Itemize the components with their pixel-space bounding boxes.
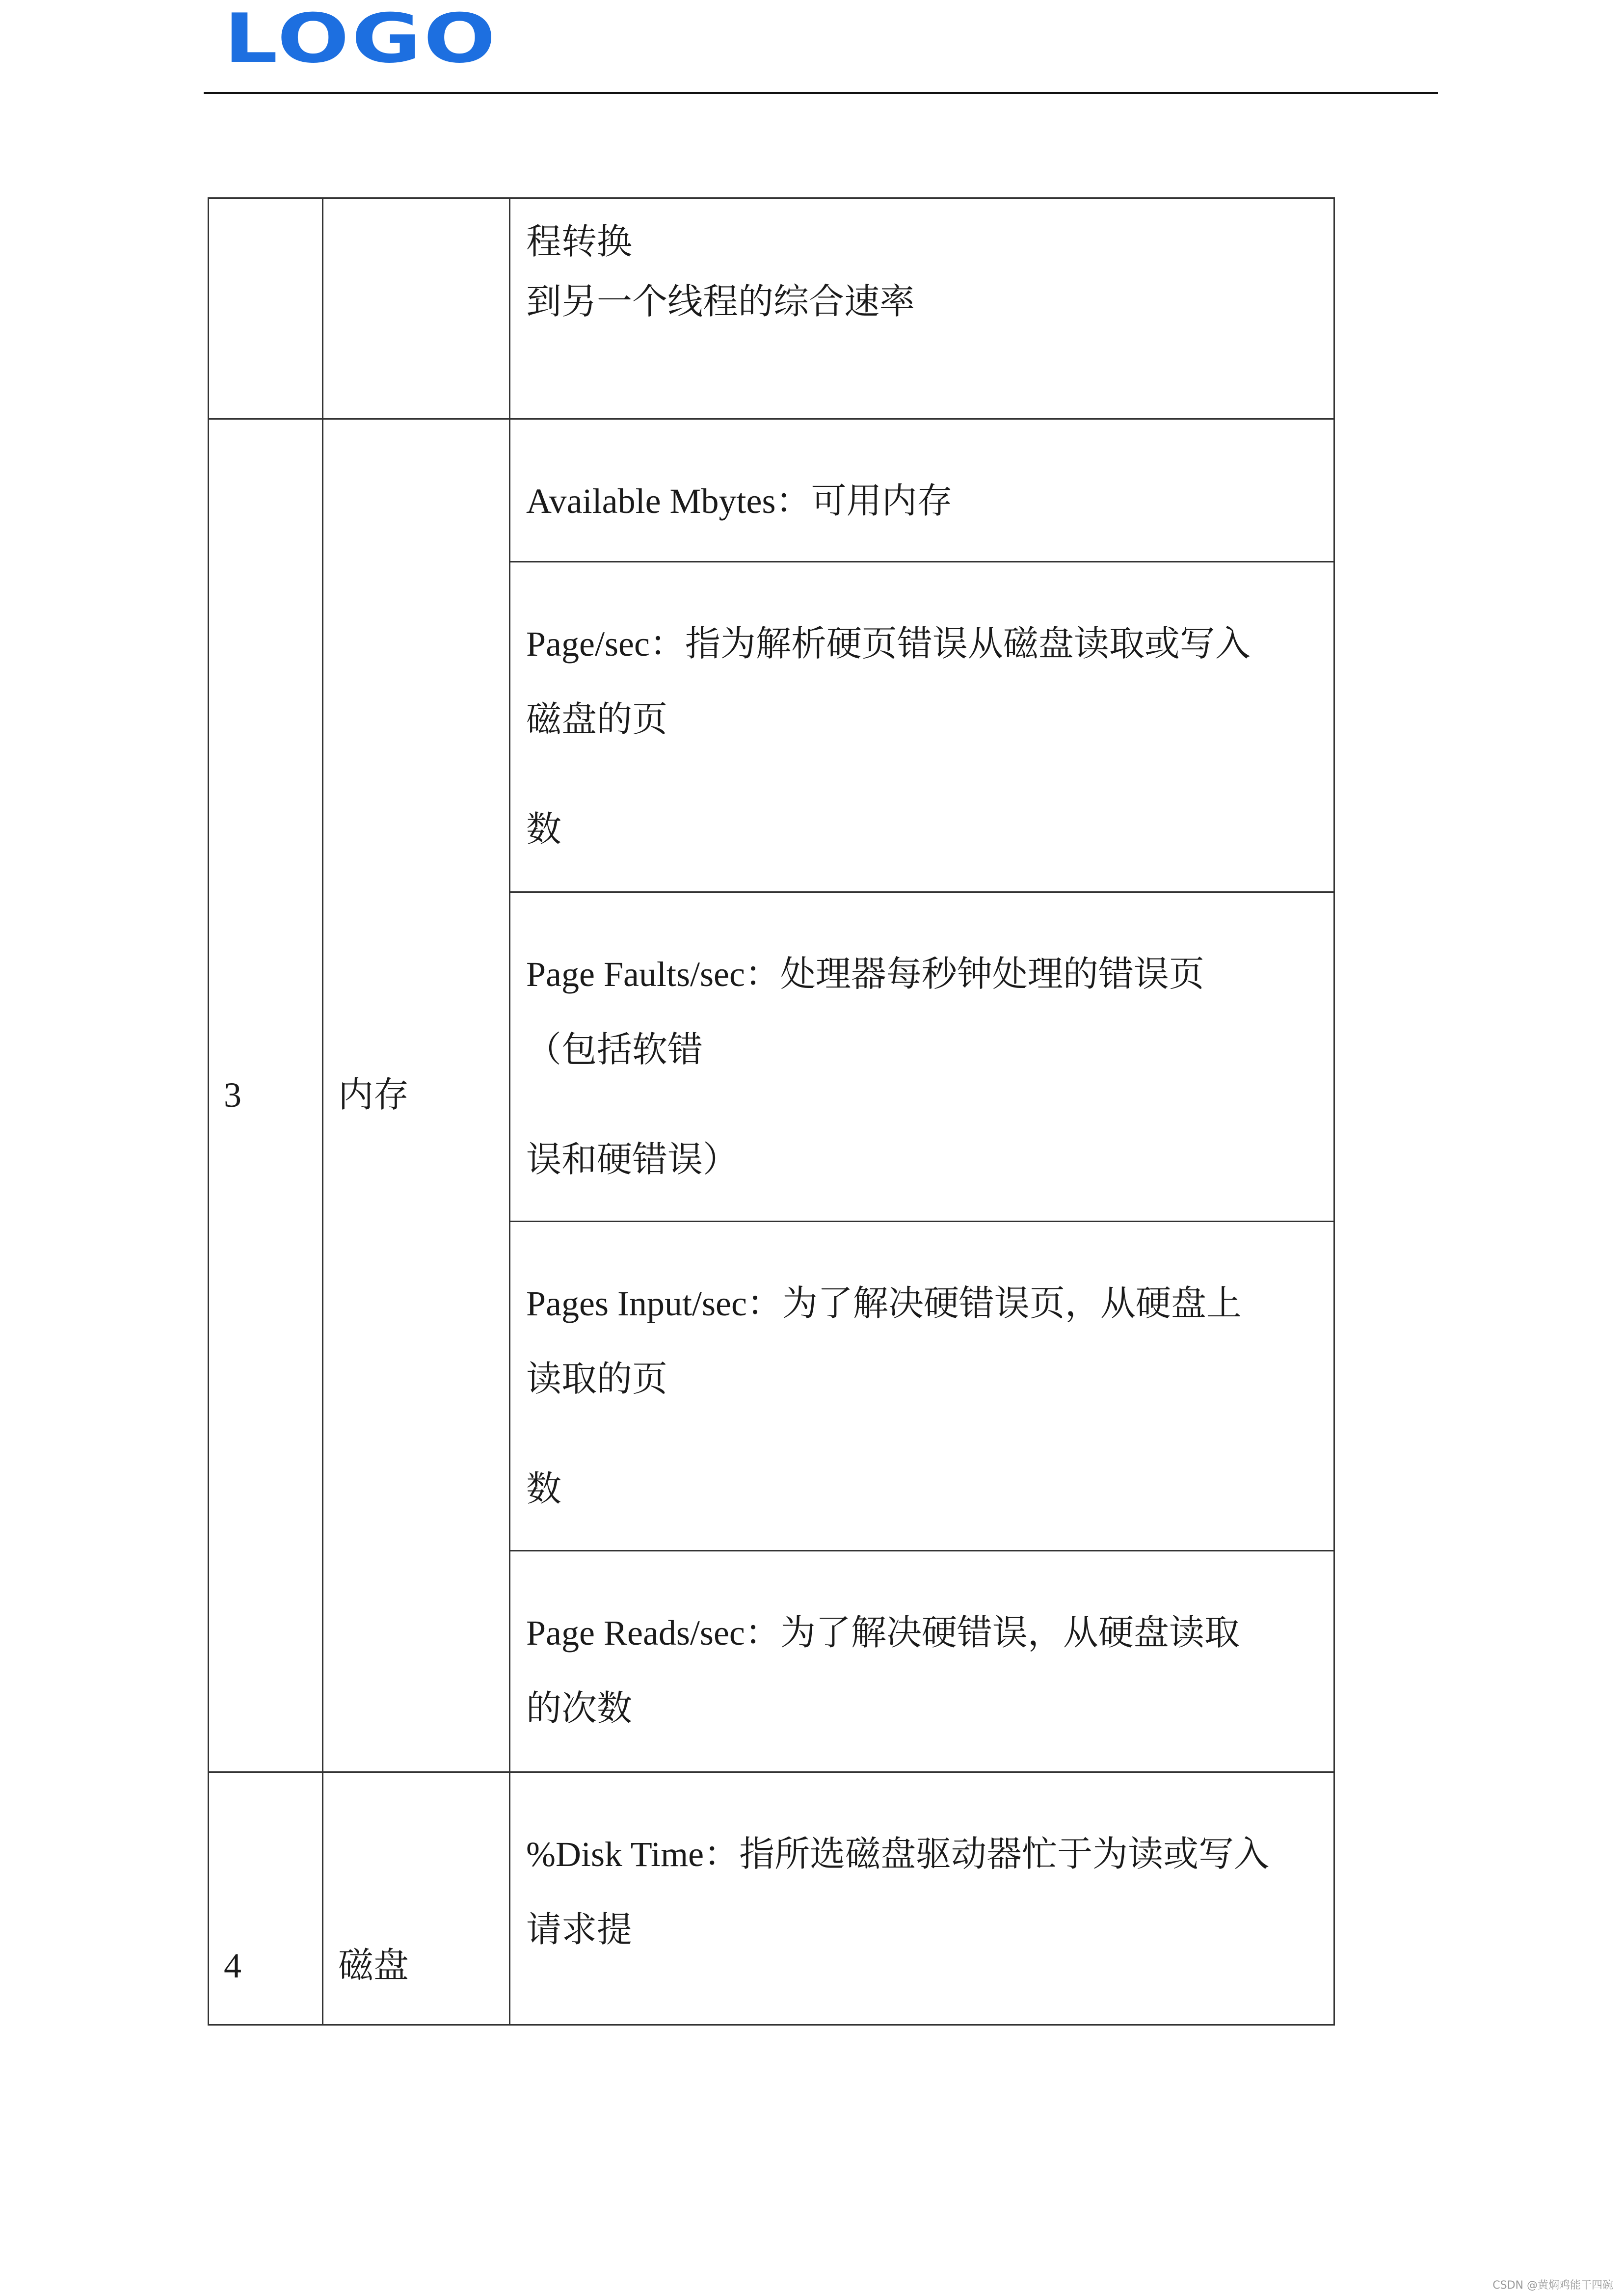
description-cell [510, 562, 1334, 892]
metrics-table [208, 197, 1335, 2026]
description-line: 磁盘的页 [526, 700, 668, 740]
description-line: 请求提 [526, 1910, 633, 1950]
header-rule [204, 92, 1438, 94]
description-line: 误和硬错误） [526, 1140, 739, 1180]
description-cell [510, 892, 1334, 1222]
description-line: Available Mbytes：可用内存 [526, 481, 953, 521]
category-cell: 内存 [323, 419, 510, 1772]
description-line: 读取的页 [526, 1360, 668, 1399]
index-cell: 4 [209, 1772, 323, 2025]
description-line: 数 [526, 810, 562, 850]
description-line: 的次数 [526, 1689, 633, 1729]
description-line: Pages Input/sec：为了解决硬错误页，从硬盘上 [526, 1284, 1242, 1323]
description-line: 到另一个线程的综合速率 [526, 282, 915, 322]
description-line: 程转换 [526, 222, 633, 262]
description-cell [510, 1222, 1334, 1551]
description-line: Page Faults/sec：处理器每秒钟处理的错误页 [526, 955, 1204, 994]
watermark: CSDN @黄焖鸡能干四碗 [1492, 2279, 1613, 2292]
category-cell [323, 198, 510, 419]
index-cell: 3 [209, 419, 323, 1772]
logo: LOGO [224, 0, 498, 78]
index-cell [209, 198, 323, 419]
description-line: Page Reads/sec：为了解决硬错误，从硬盘读取 [526, 1613, 1240, 1653]
description-cell [510, 198, 1334, 419]
description-cell [510, 1772, 1334, 2025]
description-line: %Disk Time：指所选磁盘驱动器忙于为读或写入 [526, 1835, 1270, 1874]
description-line: 数 [526, 1469, 562, 1509]
table-row [209, 419, 1334, 562]
category-cell: 磁盘 [323, 1772, 510, 2025]
description-line: （包括软错 [526, 1030, 703, 1070]
description-cell [510, 419, 1334, 562]
description-cell [510, 1551, 1334, 1772]
description-line: Page/sec：指为解析硬页错误从磁盘读取或写入 [526, 624, 1251, 664]
table-row [209, 198, 1334, 419]
table-row [209, 1772, 1334, 2025]
